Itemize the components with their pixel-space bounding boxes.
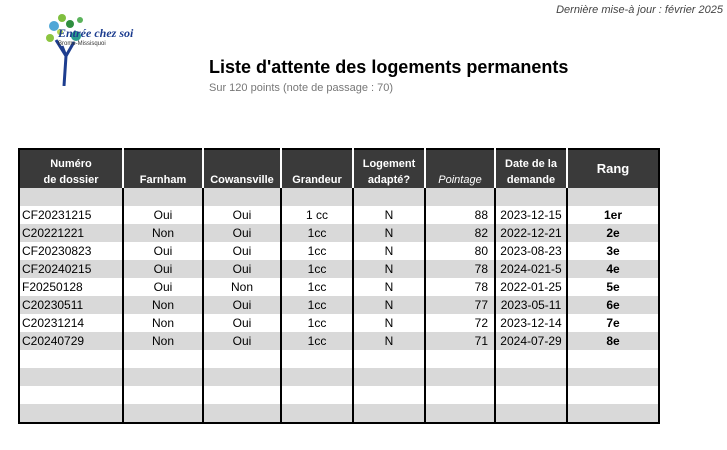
cell-grandeur (281, 350, 353, 368)
cell-grandeur: 1cc (281, 260, 353, 278)
cell-grandeur: 1cc (281, 224, 353, 242)
cell-dossier: CF20231215 (19, 206, 123, 224)
cell-adapte: N (353, 296, 425, 314)
cell-rang (567, 404, 659, 423)
cell-adapte (353, 404, 425, 423)
cell-dossier (19, 404, 123, 423)
cell-cowansville: Non (203, 278, 281, 296)
cell-farnham (123, 188, 203, 206)
table-row (19, 224, 659, 242)
cell-farnham: Oui (123, 260, 203, 278)
cell-pointage (425, 368, 495, 386)
cell-adapte (353, 368, 425, 386)
table-row (19, 188, 659, 206)
header-cowansville: Cowansville (203, 149, 281, 188)
cell-pointage: 82 (425, 224, 495, 242)
cell-cowansville: Oui (203, 260, 281, 278)
cell-rang (567, 350, 659, 368)
cell-pointage: 80 (425, 242, 495, 260)
table-row (19, 386, 659, 404)
cell-adapte: N (353, 260, 425, 278)
cell-dossier (19, 386, 123, 404)
cell-grandeur: 1cc (281, 242, 353, 260)
page-subtitle: Sur 120 points (note de passage : 70) (209, 82, 394, 94)
header-grandeur: Grandeur (281, 149, 353, 188)
cell-rang (567, 188, 659, 206)
cell-adapte: N (353, 332, 425, 350)
cell-pointage (425, 404, 495, 423)
header-date-demande: Date de la demande (495, 149, 567, 188)
table-row (19, 350, 659, 368)
cell-dossier (19, 188, 123, 206)
cell-date: 2022-01-25 (495, 278, 567, 296)
cell-dossier: C20221221 (19, 224, 123, 242)
cell-farnham: Non (123, 314, 203, 332)
cell-date: 2023-05-11 (495, 296, 567, 314)
cell-date (495, 404, 567, 423)
cell-date (495, 368, 567, 386)
cell-cowansville: Oui (203, 332, 281, 350)
cell-adapte (353, 386, 425, 404)
header-dossier: Numéro de dossier (19, 149, 123, 188)
cell-adapte: N (353, 314, 425, 332)
cell-dossier (19, 350, 123, 368)
last-update-note: Dernière mise-à jour : février 2025 (556, 4, 723, 16)
cell-pointage: 77 (425, 296, 495, 314)
cell-rang: 6e (567, 296, 659, 314)
cell-cowansville (203, 368, 281, 386)
cell-farnham: Oui (123, 278, 203, 296)
cell-date: 2023-08-23 (495, 242, 567, 260)
cell-cowansville (203, 386, 281, 404)
cell-dossier: CF20230823 (19, 242, 123, 260)
cell-grandeur (281, 368, 353, 386)
table-row (19, 260, 659, 278)
waiting-list-table (18, 148, 660, 424)
cell-adapte: N (353, 278, 425, 296)
cell-date (495, 188, 567, 206)
cell-cowansville (203, 350, 281, 368)
cell-rang: 3e (567, 242, 659, 260)
cell-pointage: 78 (425, 260, 495, 278)
header-pointage: Pointage (425, 149, 495, 188)
header-farnham: Farnham (123, 149, 203, 188)
cell-dossier: CF20240215 (19, 260, 123, 278)
table-row (19, 404, 659, 423)
cell-rang: 5e (567, 278, 659, 296)
tree-logo-icon (40, 10, 158, 86)
table-header-row (19, 149, 659, 188)
cell-cowansville: Oui (203, 314, 281, 332)
cell-date (495, 350, 567, 368)
logo-name: Entrée chez soi (58, 26, 134, 40)
cell-grandeur (281, 404, 353, 423)
cell-farnham: Oui (123, 206, 203, 224)
cell-farnham (123, 350, 203, 368)
cell-adapte (353, 188, 425, 206)
cell-pointage (425, 386, 495, 404)
cell-adapte: N (353, 224, 425, 242)
table-row (19, 278, 659, 296)
cell-date (495, 386, 567, 404)
cell-date: 2024-021-5 (495, 260, 567, 278)
cell-date: 2023-12-14 (495, 314, 567, 332)
cell-farnham (123, 368, 203, 386)
cell-grandeur (281, 386, 353, 404)
cell-grandeur: 1cc (281, 296, 353, 314)
cell-cowansville: Oui (203, 206, 281, 224)
table-row (19, 206, 659, 224)
cell-cowansville: Oui (203, 296, 281, 314)
cell-cowansville: Oui (203, 242, 281, 260)
cell-farnham (123, 404, 203, 423)
page-title: Liste d'attente des logements permanents (209, 57, 569, 77)
cell-grandeur: 1cc (281, 314, 353, 332)
cell-farnham: Non (123, 332, 203, 350)
table-row (19, 368, 659, 386)
cell-dossier (19, 368, 123, 386)
cell-dossier: C20230511 (19, 296, 123, 314)
cell-pointage: 71 (425, 332, 495, 350)
cell-pointage: 72 (425, 314, 495, 332)
cell-cowansville (203, 188, 281, 206)
cell-date: 2024-07-29 (495, 332, 567, 350)
cell-pointage (425, 188, 495, 206)
cell-farnham (123, 386, 203, 404)
cell-farnham: Oui (123, 242, 203, 260)
cell-rang (567, 368, 659, 386)
cell-pointage: 88 (425, 206, 495, 224)
cell-pointage (425, 350, 495, 368)
cell-cowansville: Oui (203, 224, 281, 242)
cell-grandeur: 1cc (281, 278, 353, 296)
header-logement-adapte: Logement adapté? (353, 149, 425, 188)
table-row (19, 314, 659, 332)
cell-date: 2023-12-15 (495, 206, 567, 224)
cell-rang: 1er (567, 206, 659, 224)
cell-grandeur: 1 cc (281, 206, 353, 224)
cell-farnham: Non (123, 296, 203, 314)
cell-grandeur (281, 188, 353, 206)
cell-rang: 7e (567, 314, 659, 332)
cell-grandeur: 1cc (281, 332, 353, 350)
cell-date: 2022-12-21 (495, 224, 567, 242)
cell-adapte: N (353, 206, 425, 224)
header-rang: Rang (567, 149, 659, 188)
cell-cowansville (203, 404, 281, 423)
cell-farnham: Non (123, 224, 203, 242)
cell-rang (567, 386, 659, 404)
table-row (19, 296, 659, 314)
table-row (19, 242, 659, 260)
table-row (19, 332, 659, 350)
cell-dossier: C20231214 (19, 314, 123, 332)
cell-adapte (353, 350, 425, 368)
cell-rang: 2e (567, 224, 659, 242)
cell-pointage: 78 (425, 278, 495, 296)
cell-rang: 4e (567, 260, 659, 278)
cell-rang: 8e (567, 332, 659, 350)
logo-subtitle: Brome-Missisquoi (58, 41, 106, 47)
cell-dossier: C20240729 (19, 332, 123, 350)
cell-adapte: N (353, 242, 425, 260)
cell-dossier: F20250128 (19, 278, 123, 296)
